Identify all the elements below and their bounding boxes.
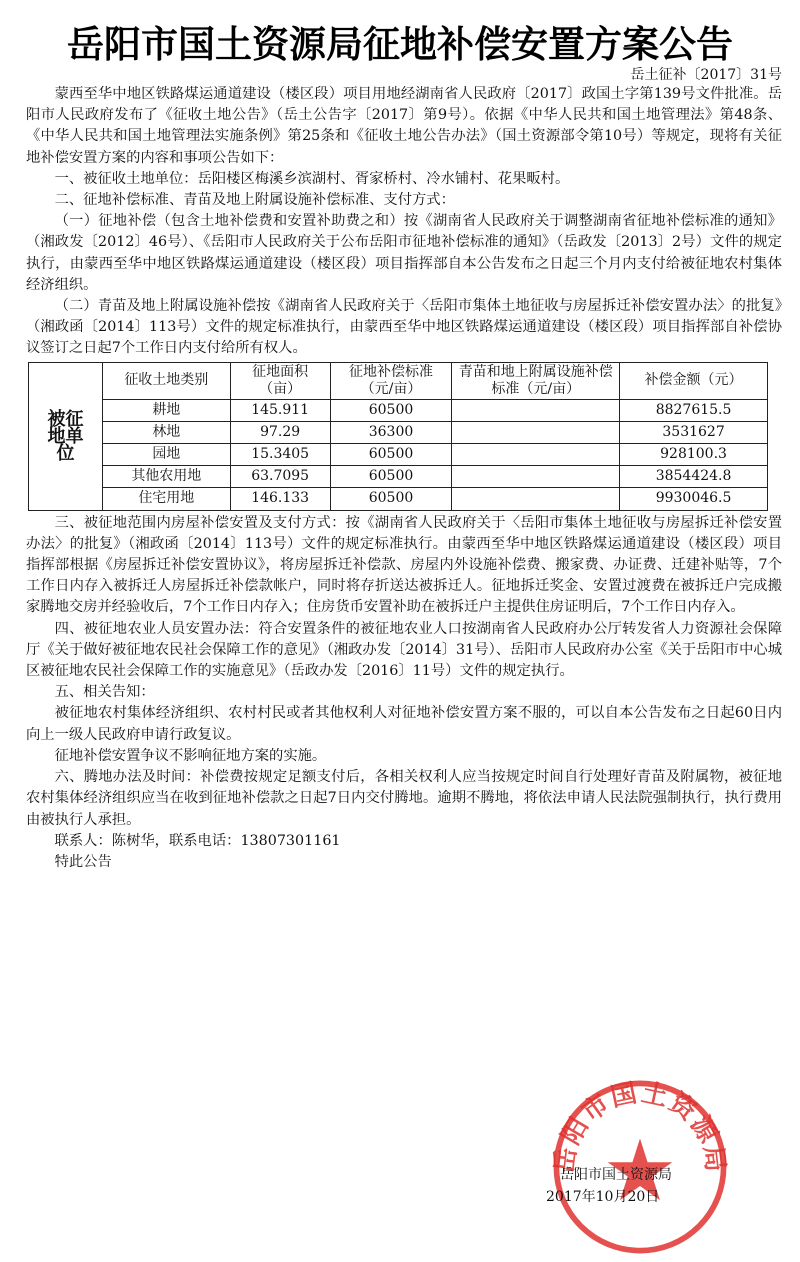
document-number: 岳土征补〔2017〕31号 [630,67,782,83]
document-title: 岳阳市国土资源局征地补偿安置方案公告 [67,23,733,66]
cell-amount: 8827615.5 [620,399,768,421]
cell-area: 145.911 [230,399,330,421]
unit-label-cell [29,362,103,510]
cell-type: 耕地 [102,399,230,421]
header-type: 征收土地类别 [102,362,230,399]
cell-type: 其他农用地 [102,466,230,488]
paragraph-section-3: 三、被征地范围内房屋补偿安置及支付方式：按《湖南省人民政府关于〈岳阳市集体土地征收与房屋拆迁补偿安置办法〉的批复》（湘政函〔2014〕113号）文件的规定标准执行。由蒙西至华中地区铁路煤运通道建设（楼区段）项目指挥部根据《房屋拆迁补偿安置协议》，将房屋拆迁补偿款、房屋内外设施补偿费、搬家费、办证费、迁建补贴等，7个工作日内存入被拆迁人房屋拆迁补偿款帐户，同时将存折送达被拆迁人。征地拆迁奖金、安置过渡费在被拆迁户完成搬家腾地交房并经验收后，7个工作日内存入；住房货币安置补助在被拆迁户主提供住房证明后，7个工作日内存入。 [26,514,782,616]
cell-std: 60500 [330,399,452,421]
table-row [29,399,768,421]
header-std: 征地补偿标准（元/亩） [330,362,452,399]
cell-amount: 3531627 [620,421,768,443]
paragraph-section-5: 五、相关告知： [54,684,155,701]
cell-crop [452,421,620,443]
cell-area: 15.3405 [230,444,330,466]
cell-amount: 3854424.8 [620,466,768,488]
cell-crop [452,399,620,421]
cell-std: 60500 [330,444,452,466]
cell-crop [452,488,620,510]
document-body [26,84,782,873]
cell-area: 146.133 [230,488,330,510]
header-crop: 青苗和地上附属设施补偿标准（元/亩） [452,362,620,399]
paragraph-intro: 蒙西至华中地区铁路煤运通道建设（楼区段）项目用地经湖南省人民政府〔2017〕政国土字第139号文件批准。岳阳市人民政府发布了《征收土地公告》（岳土公告字〔2017〕第9号）。依据《中华人民共和国土地管理法》第48条、《中华人民共和国土地管理法实施条例》第25条和《征收土地公告办法》（国土资源部令第10号）等规定，现将有关征地补偿安置方案的内容和事项公告如下： [26,86,782,166]
cell-std: 60500 [330,488,452,510]
paragraph-section-4: 四、被征地农业人员安置办法：符合安置条件的被征地农业人口按湖南省人民政府办公厅转发省人力资源社会保障厅《关于做好被征地农民社会保障工作的意见》（湘政办发〔2014〕31号）、岳阳市人民政府办公室《关于岳阳市中心城区被征地农民社会保障工作的实施意见》（岳政办发〔2016〕11号）文件的规定执行。 [26,620,782,680]
cell-crop [452,444,620,466]
header-area: 征地面积（亩） [230,362,330,399]
cell-area: 63.7095 [230,466,330,488]
paragraph-section-2-2: （二）青苗及地上附属设施补偿按《湖南省人民政府关于〈岳阳市集体土地征收与房屋拆迁补偿安置办法〉的批复》（湘政函〔2014〕113号）文件的规定标准执行，由蒙西至华中地区铁路煤运通道建设（楼区段）项目指挥部自补偿协议签订之日起7个工作日内支付给所有权人。 [26,298,782,357]
signature-org: 岳阳市国土资源局 [560,1167,672,1183]
paragraph-section-2-1: （一）征地补偿（包含土地补偿费和安置补助费之和）按《湖南省人民政府关于调整湖南省征地补偿标准的通知》（湘政发〔2012〕46号）、《岳阳市人民政府关于公布岳阳市征地补偿标准的通知》（岳政发〔2013〕2号）文件的规定执行，由蒙西至华中地区铁路煤运通道建设（楼区段）项目指挥部自本公告发布之日起三个月内支付给被征地农村集体经济组织。 [26,213,782,293]
table-row [29,421,768,443]
signature-block [546,1164,672,1208]
unit-label: 被征地单位 [47,408,84,464]
cell-crop [452,466,620,488]
table-row [29,488,768,510]
table-row [29,466,768,488]
paragraph-section-2: 二、征地补偿标准、青苗及地上附属设施补偿标准、支付方式： [54,192,455,209]
compensation-table [28,362,768,511]
paragraph-contact: 联系人：陈树华，联系电话：13807301161 [54,832,341,849]
cell-amount: 9930046.5 [620,488,768,510]
cell-type: 住宅用地 [102,488,230,510]
cell-std: 36300 [330,421,452,443]
paragraph-notice-dispute: 征地补偿安置争议不影响征地方案的实施。 [54,747,327,764]
paragraph-section-1: 一、被征收土地单位：岳阳楼区梅溪乡滨湖村、胥家桥村、冷水铺村、花果畈村。 [54,170,570,187]
header-amount: 补偿金额（元） [620,362,768,399]
paragraph-closing: 特此公告 [54,853,112,870]
table-header-row [29,362,768,399]
paragraph-section-6: 六、腾地办法及时间：补偿费按规定足额支付后，各相关权利人应当按规定时间自行处理好青苗及附属物，被征地农村集体经济组织应当在收到征地补偿款之日起7日内交付腾地。逾期不腾地，将依法申请人民法院强制执行，执行费用由被执行人承担。 [26,769,782,828]
cell-area: 97.29 [230,421,330,443]
table-row [29,444,768,466]
cell-amount: 928100.3 [620,444,768,466]
cell-type: 园地 [102,444,230,466]
cell-std: 60500 [330,466,452,488]
signature-date: 2017年10月20日 [546,1189,660,1205]
paragraph-notice-appeal: 被征地农村集体经济组织、农村村民或者其他权利人对征地补偿安置方案不服的，可以自本公告发布之日起60日内向上一级人民政府申请行政复议。 [26,705,782,743]
cell-type: 林地 [102,421,230,443]
seal-text: 岳阳市国土资源局 [549,1077,731,1176]
